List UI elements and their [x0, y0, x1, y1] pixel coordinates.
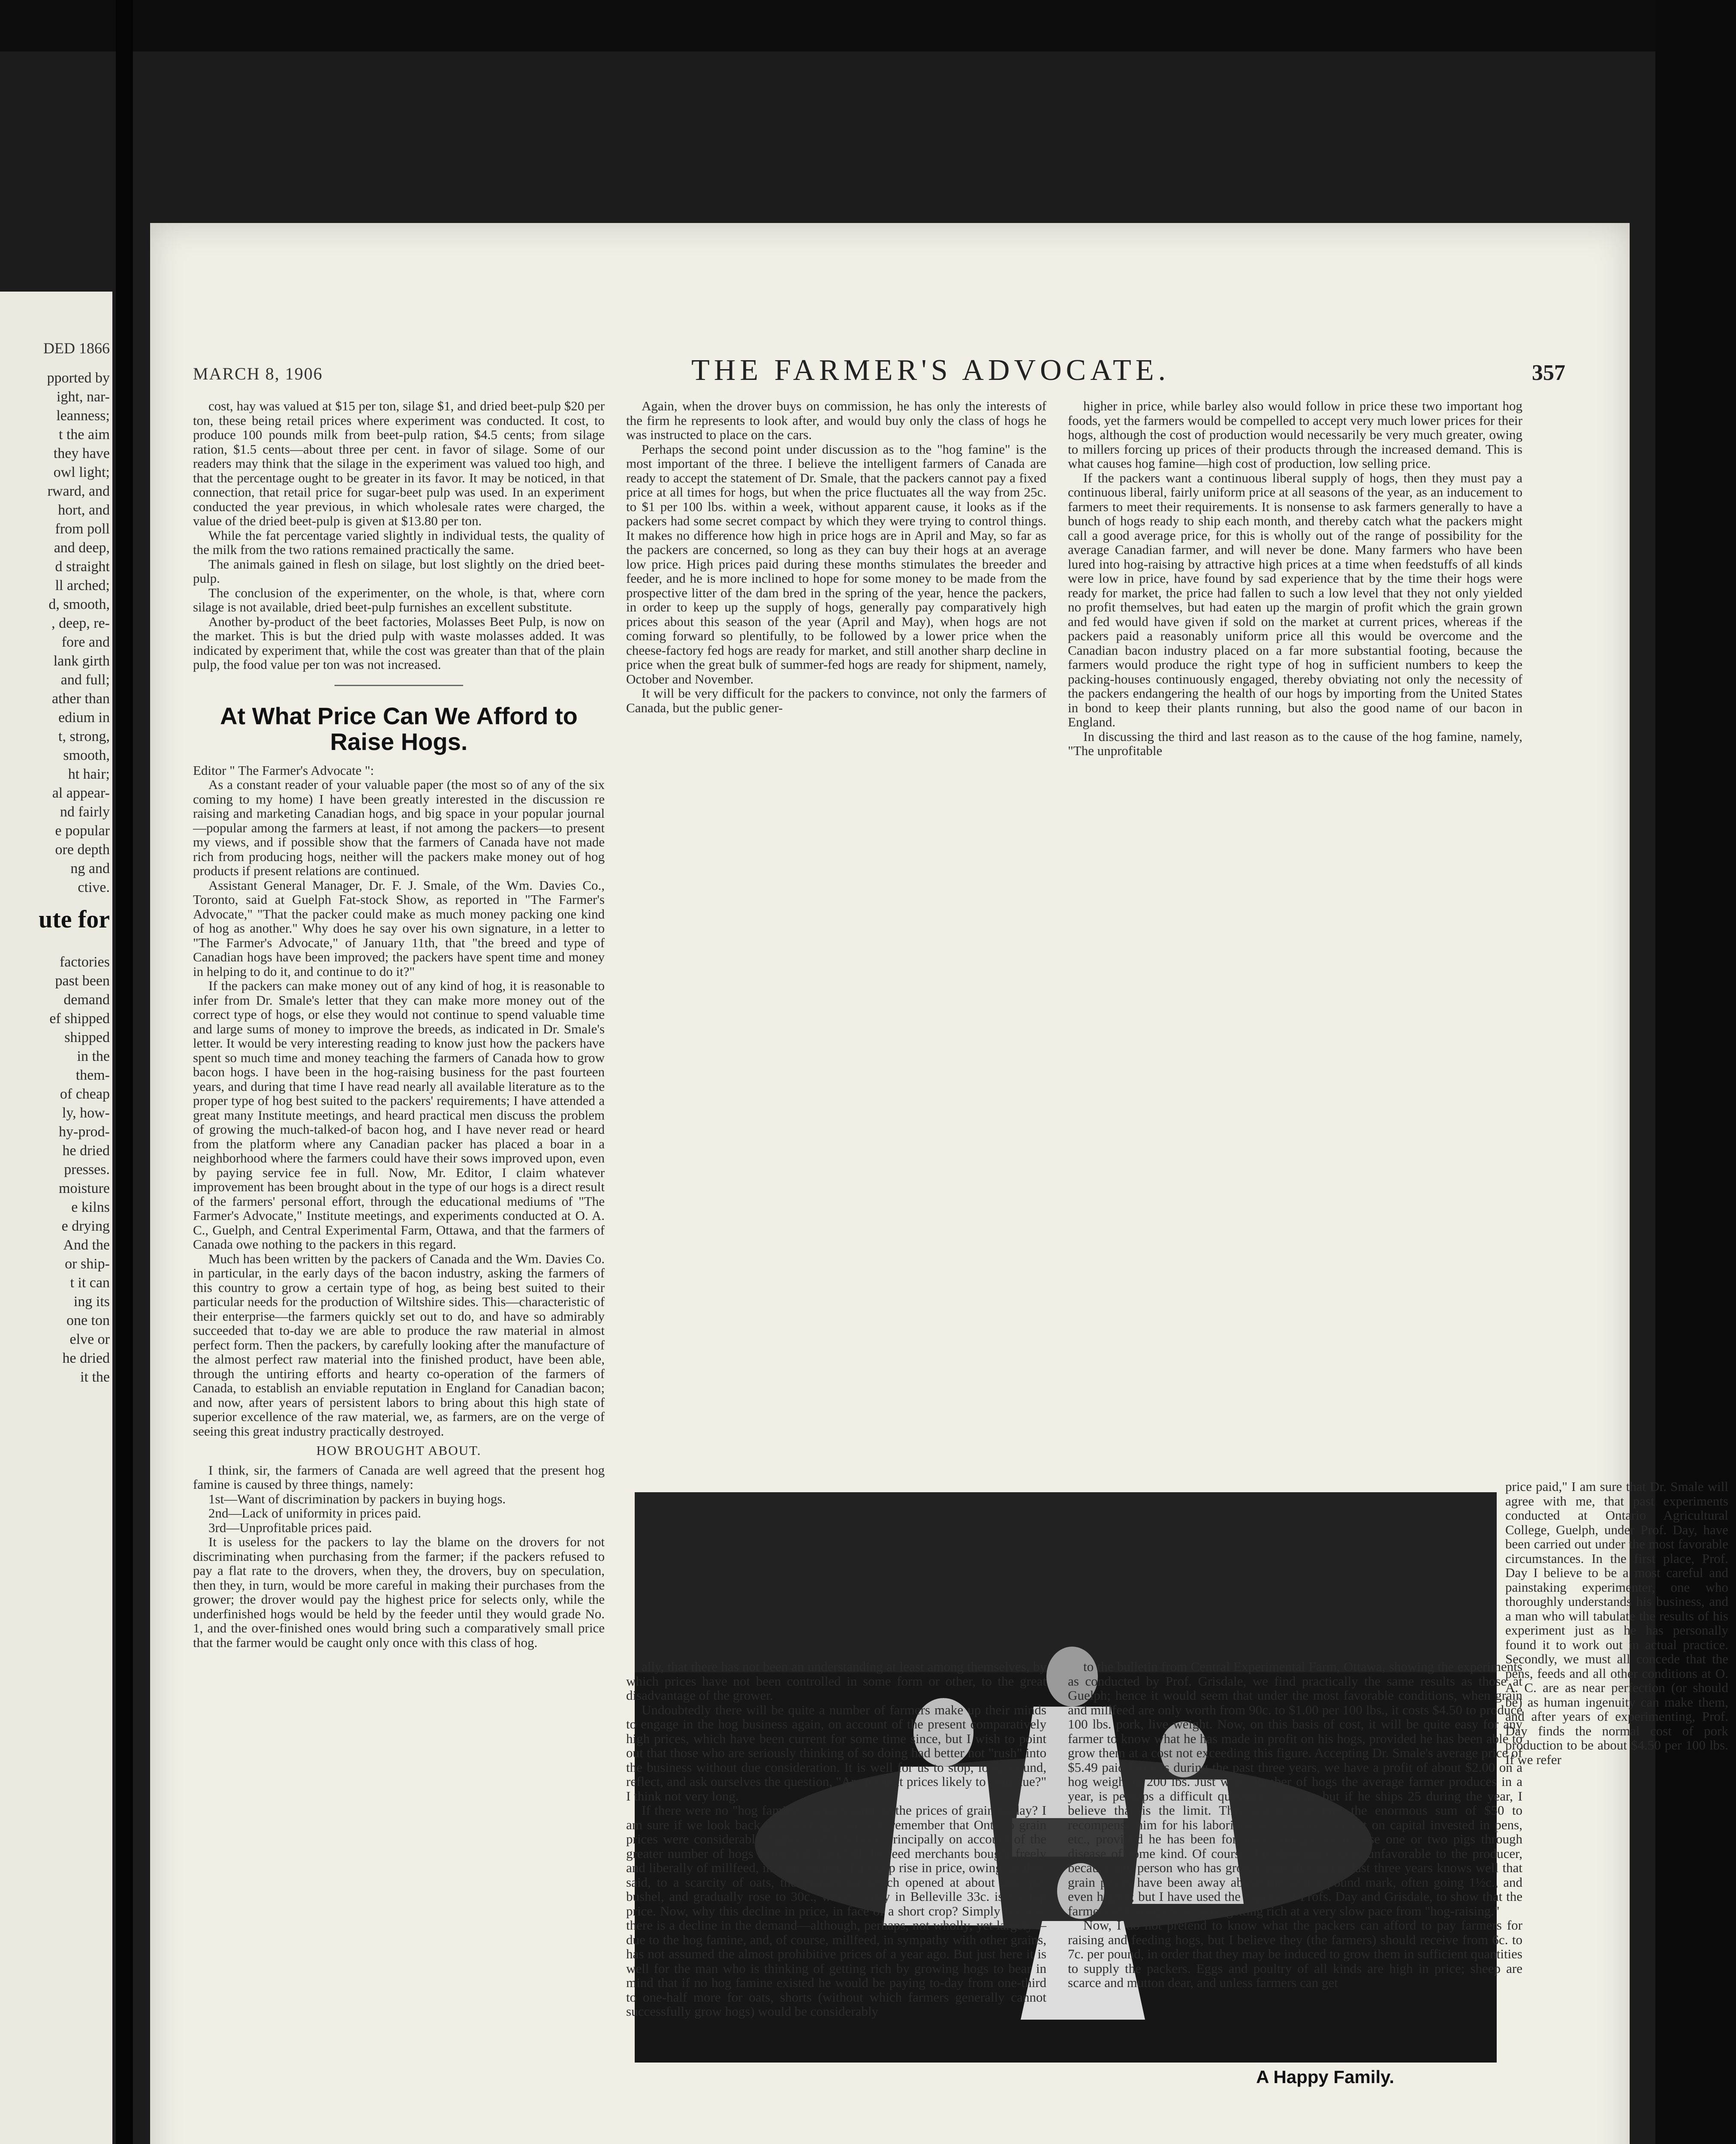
previous-page-line: And the: [63, 1237, 110, 1253]
previous-page-line: ly, how-: [62, 1105, 110, 1121]
previous-page-line: he dried: [62, 1143, 110, 1159]
running-head: [193, 352, 1643, 390]
paragraph: The conclusion of the experimenter, on the whole, is that, where corn silage is not available, dried beet-pulp furnishes an excellent substitute.: [193, 585, 605, 614]
salutation: Editor " The Farmer's Advocate ":: [193, 762, 374, 778]
previous-page-line: ore depth: [55, 842, 110, 858]
paragraph: If the packers want a continuous liberal supply of hogs, then they must pay a continuous liberal, fairly uniform price at all seasons of the year, as an inducement to farmers to meet their requirements. It is nonsense to ask farmers generally to have a bunch of hogs ready to ship each month, and thereby catch what the packers might call a good average price, for this is wholly out of the range of possibility for the average Canadian farmer, and will never be done. Many farmers who have been lured into hog-raising by attractive high prices at a time when feedstuffs of all kinds were low in price, have found by sad experience that by the time their hogs were ready for market, the price had fallen to such a low level that they not only yielded no profit themselves, but had eaten up the margin of profit which the grain grown and fed would have given if sold on the market at current prices, whereas if the packers paid a reasonably uniform price all this would be overcome and the Canadian bacon industry placed on a far more substantial footing, because the farmers would produce the right type of hog in sufficient numbers to keep the packing-houses continuously engaged, thereby obviating not only the necessity of the packers endangering the health of our hogs by importing from the United States in bond to keep their plants running, but also the good name of our bacon in England.: [1068, 470, 1522, 729]
previous-page-line: ctive.: [78, 879, 110, 895]
article-title: At What Price Can We Afford to Raise Hogs.: [220, 702, 578, 755]
page-binding: [116, 0, 133, 2144]
column-1: [193, 399, 605, 1650]
paragraph: to the bulletin from Central Experimental Farm, Ottawa, showing the experiments as conducted by Prof. Grisdale, we find practically the same results as those at Guelph; hence it would seem that under the most favorable conditions, when grain and millfeed are only worth from 90c. to $1.00 per 100 lbs., it costs $4.50 to produce 100 lbs. pork, live weight. Now, on this basis of cost, it will be quite easy for any farmer to know what he has made in profit on his hogs, provided he has been able to grow them at a cost not exceeding this figure. Accepting Dr. Smale's average price of $5.49 paid farmers during the past three years, we have a profit of about $2.00 on a hog weighing 200 lbs. Just what number of hogs the average farmer produces in a year, is perhaps a difficult question to get at, but if he ships 25 during the year, I believe that is the limit. This would give him the enormous sum of $50 to recompense him for his laborious year's work, interest on capital invested in pens, etc., provided he has been fortunate enough not to lose one or two pigs through disease of some kind. Of course this showing is very unfavorable to the producer, because any person who has grown hogs during the last three years knows well that grain prices have been away above the cent a pound mark, often going 1½c., and even higher; but I have used the figures of Profs. Day and Grisdale, to show that the farmers of Canada have been getting rich at a very slow pace from "hog-raising.": [1068, 1659, 1522, 1918]
paragraph: Much has been written by the packers of Canada and the Wm. Davies Co. in particular, in the early days of the bacon industry, asking the farmers of this country to grow a certain type of hog, as being best suited to their particular needs for the production of Wiltshire sides. This—characteristic of their enterprise—the farmers quickly set out to do, and have so admirably succeeded that to-day we are able to produce the raw material in almost perfect form. Then the packers, by carefully looking after the manufacture of the almost perfect raw material into the finished product, have been able, through the untiring efforts and hearty co-operation of the farmers of Canada, to establish an enviable reputation in England for Canadian bacon; and now, after years of persistent labors to bring about this high state of superior excellence of the raw material, we, as farmers, are on the verge of seeing this great industry practically destroyed.: [193, 1251, 605, 1439]
paragraph: It will be very difficult for the packers to convince, not only the farmers of Canada, but the public gener-: [626, 686, 1046, 715]
paragraph: cost, hay was valued at $15 per ton, silage $1, and dried beet-pulp $20 per ton, these being retail prices where experiment was conducted. It cost, to produce 100 pounds milk from beet-pulp ration, $4.5 cents; from silage ration, $1.5 cents—about three per cent. in favor of silage. Some of our readers may think that the silage in the experiment was valued too high, and that the percentage ought to be greater in its favor. It may be noticed, in that connection, that retail price for sugar-beet pulp was used. In an experiment conducted the year previous, in which wholesale rates were charged, the value of the dried beet-pulp is given at $13.80 per ton.: [193, 398, 605, 528]
previous-page-line: e popular: [55, 823, 110, 839]
article-body-col2-top: [626, 399, 1046, 715]
previous-page-line: it the: [80, 1369, 110, 1385]
article-body-col3-bottom: [1068, 1659, 1522, 1990]
previous-page-line: factories: [59, 954, 110, 970]
previous-page-line: moisture: [59, 1180, 110, 1196]
previous-page-line: or ship-: [65, 1256, 110, 1272]
section-subhead: HOW BROUGHT ABOUT.: [316, 1443, 482, 1458]
paragraph: Assistant General Manager, Dr. F. J. Smale, of the Wm. Davies Co., Toronto, said at Guelph Fat-stock Show, as reported in "The Farmer's Advocate," "That the packer could make as much money packing one kind of hog as another." Why does he say over his own signature, in a letter to "The Farmer's Advocate," of January 11th, that "the breed and type of Canadian hogs have been improved; the packers have spent time and money in helping to do it, and continue to do it?": [193, 877, 605, 979]
column-3-bottom: [1068, 1659, 1522, 1990]
previous-page-line: edium in: [58, 710, 110, 726]
previous-page-line: them-: [75, 1067, 110, 1083]
previous-page-line: pported by: [47, 370, 110, 386]
article-body-col3-top: [1068, 399, 1522, 758]
previous-page-line: ing its: [73, 1294, 110, 1310]
article-body-col1: [193, 777, 605, 1438]
previous-page-line: e drying: [61, 1218, 110, 1234]
issue-date: MARCH 8, 1906: [193, 364, 323, 383]
previous-page-line: ef shipped: [49, 1011, 110, 1027]
paragraph: As a constant reader of your valuable paper (the most so of any of the six coming to my home) I have been greatly interested in the discussion re raising and marketing Canadian hogs, and big space in your popular journal—popular among the farmers at least, if not among the packers—to present my views, and if possible show that the farmers of Canada have not made rich from producing hogs, neither will the packers make money out of hog products if present relations are continued.: [193, 777, 605, 878]
previous-page-line: demand: [63, 992, 110, 1008]
previous-page-line: elve or: [69, 1331, 110, 1347]
microfilm-border-top: [0, 0, 1736, 51]
paragraph: If the packers can make money out of any kind of hog, it is reasonable to infer from Dr. Smale's letter that they can make more money out of the correct type of hogs, or else they would not continue to spend valuable time and large sums of money to improve the breeds, as indicated in Dr. Smale's letter. It would be very interesting reading to know just how the packers have spent so much time and money teaching the farmers of Canada how to grow bacon hogs. I have been in the hog-raising business for the past fourteen years, and during that time I have read nearly all available literature as to the proper type of hog best suited to the packers' requirements; I have attended a great many Institute meetings, and heard practical men discuss the problem of growing the much-talked-of bacon hog, and I have never read or heard from the platform where any Canadian packer has placed a boar in a neighborhood where the farmers could have their sows improved upon, even by paying service fee in full. Now, Mr. Editor, I claim whatever improvement has been brought about in the type of our hogs is a direct result of the farmers' personal effort, through the educational mediums of "The Farmer's Advocate," Institute meetings, and experiments conducted at O. A. C., Guelph, and Central Experimental Farm, Ottawa, and that the farmers of Canada owe nothing to the packers in this regard.: [193, 978, 605, 1252]
previous-page-line: past been: [55, 973, 110, 989]
previous-page-line: fore and: [61, 634, 110, 650]
previous-page-line: d straight: [55, 559, 110, 575]
previous-page-line: t, strong,: [58, 729, 110, 744]
page-number: 357: [1532, 361, 1565, 385]
paragraph: Again, when the drover buys on commission, he has only the interests of the firm he represents to look after, and would buy only the class of hogs he was instructed to place on the cars.: [626, 398, 1046, 442]
column-2-top: [626, 399, 1046, 715]
previous-page-line: nd fairly: [60, 804, 110, 820]
previous-page-section-title: ute for: [39, 905, 110, 933]
previous-page-line: owl light;: [53, 464, 110, 480]
previous-page-line: d, smooth,: [48, 596, 110, 612]
paragraph: 1st—Want of discrimination by packers in buying hogs.: [208, 1491, 506, 1506]
column-3-narrow: [1505, 1479, 1728, 1767]
previous-page-line: and deep,: [54, 540, 110, 556]
article-body-col1-end: [193, 1463, 605, 1650]
previous-page-line: they have: [53, 446, 110, 461]
article-divider: [335, 685, 463, 686]
previous-page-line: of cheap: [60, 1086, 110, 1102]
paragraph: If there were no "hog famine," what would be the prices of grain to-day? I am sure if we look back to a year ago, we will remember that Ontario grain prices were considerably higher, and I believe principally on account of the greater number of hogs being fed. Last fall the feed merchants bought freely and liberally of millfeed, in anticipation of a sharp rise in price, owing, as they said, to a scarcity of oats, the market for which opened at about 28c. per bushel, and gradually rose to 30c., while to-day in Belleville 33c. is the top price. Now, why this decline in price, in face of a short crop? Simply because there is a decline in the demand—although, perhaps, not wholly, yet largely—due to the hog famine, and, of course, millfeed, in sympathy with other grains, has not assumed the almost prohibitive prices of a year ago. But just here it is well for the man who is thinking of getting rich by growing hogs to bear in mind that if no hog famine existed he would be paying to-day from one-third to one-half more for oats, shorts (without which farmers generally cannot successfully grow hogs) would be considerably: [626, 1803, 1046, 2019]
paragraph: higher in price, while barley also would follow in price these two important hog foods, yet the farmers would be compelled to accept very much lower prices for their hogs, although the cost of production would necessarily be very much greater, owing to millers forcing up prices of their products through the increased demand. This is what causes hog famine—high cost of production, low selling price.: [1068, 398, 1522, 471]
paragraph: Undoubtedly there will be quite a number of farmers make up their minds to engage in the hog business again, on account of the present comparatively high prices, which have been current for some time since, but I wish to point out that those who are seriously thinking of so doing had better not "rush" into the business without due consideration. It is well for us to stop, look around, reflect, and ask ourselves the question, "Are present prices likely to continue?" I think not very long.: [626, 1702, 1046, 1804]
previous-page-header: DED 1866: [43, 340, 110, 357]
previous-page-line: ht hair;: [68, 766, 110, 782]
paragraph: Perhaps the second point under discussion as to the "hog famine" is the most important of the three. I believe the intelligent farmers of Canada are ready to accept the statement of Dr. Smale, that the packers cannot pay a fixed price at all times for hogs, but when the price fluctuates all the way from 25c. to $1 per 100 lbs. within a week, without apparent cause, it looks as if the packers had some secret compact by which they were trying to control things. It makes no difference how high in price hogs are in April and May, so far as the packers are concerned, so long as they can buy their hogs at an average low price. High prices paid during these months stimulates the breeder and feeder, and he is more inclined to hope for some money to be made from the prospective litter of the dam bred in the spring of the year, hence the packers, in order to keep up the supply of hogs, generally pay comparatively high prices about this season of the year (April and May), when hogs are not coming forward so plentifully, to be followed by a lower price when the cheese-factory fed hogs are ready for market, and still another sharp decline in price when the great bulk of summer-fed hogs are ready for shipment, namely, October and November.: [626, 441, 1046, 687]
previous-page-line: lank girth: [53, 653, 110, 669]
previous-page-line: leanness;: [56, 408, 110, 424]
previous-page-line: shipped: [64, 1030, 110, 1045]
previous-page-fragment: [0, 292, 112, 2144]
column-3-top: [1068, 399, 1522, 758]
previous-page-line: one ton: [66, 1313, 110, 1328]
previous-page-line: t it can: [70, 1275, 110, 1291]
journal-title: THE FARMER'S ADVOCATE.: [691, 354, 1170, 387]
photo-caption: A Happy Family.: [1256, 2067, 1395, 2087]
previous-page-line: and full;: [60, 672, 110, 688]
previous-page-line: t the aim: [59, 427, 110, 443]
previous-page-line: smooth,: [63, 747, 110, 763]
previous-page-line: hort, and: [58, 502, 110, 518]
paragraph: It is useless for the packers to lay the blame on the drovers for not discriminating when purchasing from the farmer; if the packers refused to pay a flat rate to the drovers, when they, the drovers, buy on speculation, then they, in turn, would be more careful in making their purchases from the grower; the drover would pay the highest price for selects only, while the underfinished hogs would be held by the feeder until they would grade No. 1, and the over-finished ones would bring such a comparatively small price that the farmer would be caught only once with this class of hog.: [193, 1534, 605, 1650]
previous-page-line: ight, nar-: [57, 389, 110, 405]
paragraph: I think, sir, the farmers of Canada are well agreed that the present hog famine is caused by three things, namely:: [193, 1462, 605, 1492]
article-body-col2-bottom: [626, 1659, 1046, 2019]
previous-page-line: hy-prod-: [59, 1124, 110, 1140]
paragraph: ally, that there has not been an understanding at least among themselves, by which prices have not been controlled in some form or other, to the great disadvantage of the grower.: [626, 1659, 1046, 1703]
paragraph: The animals gained in flesh on silage, but lost slightly on the dried beet-pulp.: [193, 556, 605, 586]
paragraph: Now, I do not pretend to know what the packers can afford to pay farmers for raising and feeding hogs, but I believe they (the farmers) should receive from 6c. to 7c. per pound, in order that they may be induced to grow them in sufficient quantities to supply the packers. Eggs and poultry of all kinds are high in price; sheep are scarce and mutton dear, and unless farmers can get: [1068, 1918, 1522, 1990]
paragraph: While the fat percentage varied slightly in individual tests, the quality of the milk from the two rations remained practically the same.: [193, 527, 605, 557]
newspaper-page: [150, 223, 1728, 2144]
previous-article-continuation: [193, 399, 605, 672]
paragraph: 2nd—Lack of uniformity in prices paid.: [208, 1506, 421, 1521]
previous-page-line: he dried: [62, 1350, 110, 1366]
previous-page-line: ng and: [70, 861, 110, 876]
paragraph: 3rd—Unprofitable prices paid.: [208, 1520, 372, 1535]
column-2-bottom: [626, 1659, 1046, 2019]
previous-page-line: presses.: [64, 1162, 110, 1177]
previous-page-line: , deep, re-: [51, 615, 110, 631]
previous-page-line: e kilns: [71, 1199, 110, 1215]
previous-page-line: al appear-: [52, 785, 110, 801]
paragraph: price paid," I am sure that Dr. Smale will agree with me, that past experiments conducted at Ontario Agricultural College, Guelph, under Prof. Day, have been carried out under the most favorable circumstances. In the first place, Prof. Day I believe to be a most careful and painstaking experimenter, one who thoroughly understands his business, and a man who will tabulate the results of his experiment just as he has personally found it to work out in actual practice. Secondly, we must all concede that the pens, feeds and all other conditions at O. A. C. are as near perfection (or should be) as human ingenuity can make them, and after years of experimenting, Prof. Day finds the normal cost of pork production to be about $4.50 per 100 lbs. If we refer: [1505, 1479, 1728, 1767]
paragraph: Another by-product of the beet factories, Molasses Beet Pulp, is now on the market. This is but the dried pulp with waste molasses added. It was indicated by experiment that, while the cost was greater than that of the plain pulp, the food value per ton was not increased.: [193, 614, 605, 672]
paragraph: In discussing the third and last reason as to the cause of the hog famine, namely, "The unprofitable: [1068, 729, 1522, 758]
previous-page-line: ather than: [52, 691, 110, 707]
previous-page-line: ll arched;: [55, 578, 110, 593]
previous-page-line: rward, and: [47, 483, 110, 499]
microfilm-border-right: [1655, 0, 1736, 2144]
previous-page-line: in the: [77, 1048, 110, 1064]
previous-page-line: from poll: [55, 521, 110, 537]
